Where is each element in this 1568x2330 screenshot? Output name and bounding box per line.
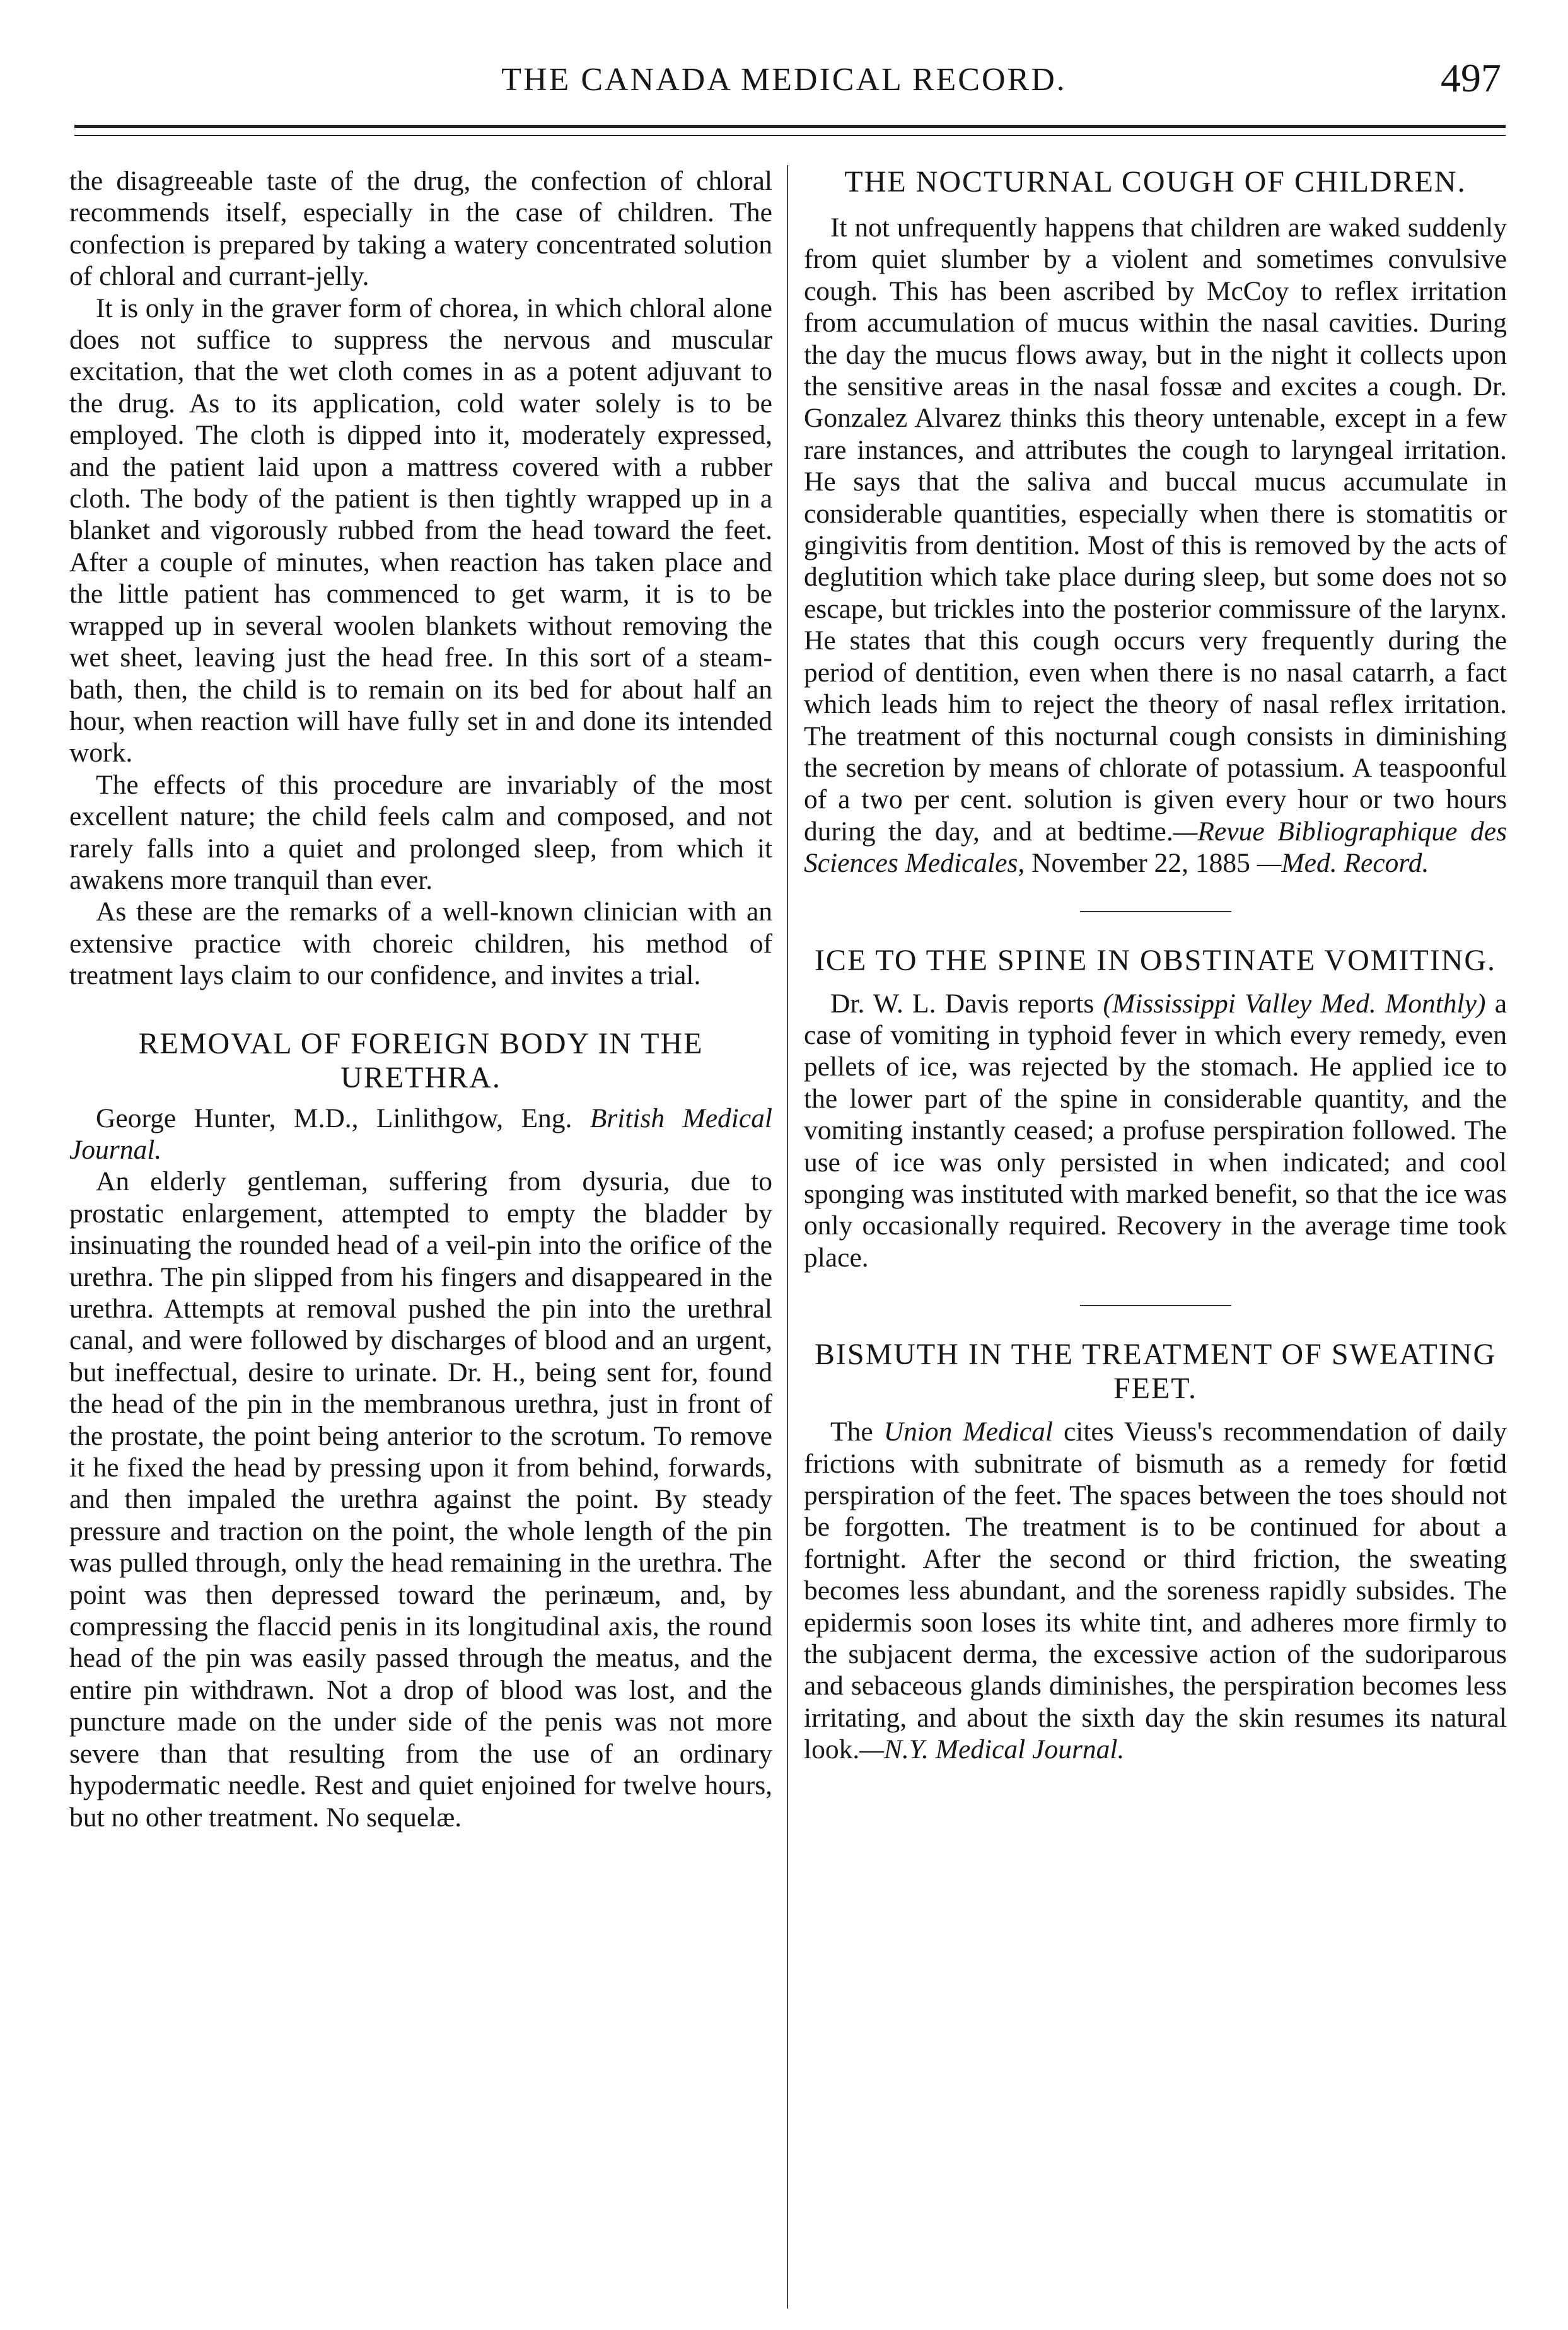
article-body — [804, 212, 1507, 879]
article-body: An elderly gentleman, suffering from dysuria, due to prostatic enlargement, attempted to empty the bladder by insinuating the rounded head of a veil-pin into the orifice of the urethra. The pin slipped from his fingers and disappeared in the urethra. Attempts at removal pushed the pin into the urethral canal, and were followed by discharges of blood and an urgent, but ineffectual, desire to urinate. Dr. H., being sent for, found the head of the pin in the membranous urethra, just in front of the prostate, the point being anterior to the scrotum. To remove it he fixed the head by pressing upon it from behind, forwards, and then impaled the urethra against the point. By steady pressure and traction on the point, the whole length of the pin was pulled through, only the head remaining in the urethra. The point was then depressed toward the perinæum, and, by compressing the flaccid penis in its longitudinal axis, the round head of the pin was easily passed through the meatus, and the entire pin withdrawn. Not a drop of blood was lost, and the puncture made on the under side of the penis was not more severe than that resulting from the use of an ordinary hypodermatic needle. Rest and quiet enjoined for twelve hours, but no other treatment. No sequelæ. — [69, 1166, 772, 1833]
citation-reprint: —Med. Record. — [1257, 848, 1429, 879]
article-title-foreign-body: REMOVAL OF FOREIGN BODY IN THE URETHRA. — [138, 1026, 704, 1094]
lead-text: Dr. W. L. Davis reports — [830, 988, 1095, 1019]
body-text: a case of vomiting in typhoid fever in which every remedy, even pellets of ice, was rejected by the stomach. He applied ice to the lower part of the spine in considerable quantity, and the vomiting instantly ceased; a profuse perspiration followed. The use of ice was only persisted in when indicated; and cool sponging was instituted with marked benefit, so that the ice was only occasionally required. Recovery in the average time took place. — [804, 988, 1507, 1273]
paragraph: The effects of this procedure are invariably of the most excellent nature; the child feels calm and composed, and not rarely falls into a quiet and prolonged sleep, from which it awakens more tranquil than ever. — [69, 769, 772, 895]
byline-author: George Hunter, M.D., Linlithgow, Eng. — [96, 1103, 572, 1133]
journal-source: Union Medical — [883, 1417, 1053, 1447]
article-title-bismuth: BISMUTH IN THE TREATMENT OF SWEATING FEET. — [814, 1338, 1497, 1406]
paragraph: It is only in the graver form of chorea, in which chloral alone does not suffice to suppress the nervous and muscular excitation, that the wet cloth comes in as a potent adjuvant to the drug. As to its application, cold water solely is to be employed. The cloth is dipped into it, moderately expressed, and the patient laid upon a mattress covered with a rubber cloth. The body of the patient is then tightly wrapped up in a blanket and vigorously rubbed from the head toward the feet. After a couple of minutes, when reaction has taken place and the little patient has commenced to get warm, it is to be wrapped up in several woolen blankets without removing the wet sheet, leaving just the head free. In this sort of a steam-bath, then, the child is to remain on its bed for about half an hour, when reaction will have fully set in and done its intended work. — [69, 293, 772, 768]
running-title: THE CANADA MEDICAL RECORD. — [501, 62, 1067, 98]
article-body — [804, 988, 1507, 1274]
body-text: It not unfrequently happens that children are waked suddenly from quiet slumber by a violent and sometimes convulsive cough. This has been ascribed by McCoy to reflex irritation from accumulation of mucus within the nasal cavities. During the day the mucus flows away, but in the night it collects upon the sensitive areas in the nasal fossæ and excites a cough. Dr. Gonzalez Alvarez thinks this theory untenable, except in a few rare instances, and attributes the cough to laryngeal irritation. He says that the saliva and buccal mucus accumulate in considerable quantities, especially when there is stomatitis or gingivitis from dentition. Most of this is removed by the acts of deglutition which take place during sleep, but some does not so escape, but trickles into the posterior commissure of the larynx. He states that this cough occurs very frequently during the period of dentition, even when there is no nasal catarrh, a fact which leads him to reject the theory of nasal reflex irritation. The treatment of this nocturnal cough consists in diminishing the secretion by means of chlorate of potassium. A teaspoonful of a two per cent. solution is given every hour or two hours during the day, and at bedtime. — [804, 212, 1507, 847]
right-column — [804, 165, 1507, 1766]
page-number: 497 — [1441, 55, 1501, 100]
article-body — [804, 1416, 1507, 1765]
column-divider — [787, 165, 788, 2309]
article-byline — [69, 1103, 772, 1166]
body-text: cites Vieuss's recommendation of daily frictions with subnitrate of bismuth as a remedy for fœtid perspiration of the feet. The spaces between the toes should not be forgotten. The treatment is to be continued for about a fortnight. After the second or third friction, the sweating becomes less abundant, and the soreness rapidly subsides. The epidermis soon loses its white tint, and adheres more firmly to the subjacent derma, the excessive action of the sudoriparous and sebaceous glands diminishes, the perspiration becomes less irritating, and about the sixth day the skin resumes its natural look. — [804, 1417, 1507, 1765]
paragraph: As these are the remarks of a well-known clinician with an extensive practice with choreic children, his method of treatment lays claim to our confidence, and invites a trial. — [69, 896, 772, 991]
paragraph: the disagreeable taste of the drug, the confection of chloral recommends itself, especially in the case of children. The confection is prepared by taking a watery concentrated solution of chloral and currant-jelly. — [69, 166, 772, 292]
journal-source: (Mississippi Valley Med. Monthly) — [1103, 988, 1486, 1019]
article-title-ice-spine: ICE TO THE SPINE IN OBSTINATE VOMITING. — [814, 943, 1497, 977]
header-rule-thick — [74, 125, 1506, 128]
article-title-nocturnal-cough: THE NOCTURNAL COUGH OF CHILDREN. — [844, 165, 1466, 199]
citation-source: —Revue Bibliographique des Sciences Medicales, — [804, 816, 1507, 879]
header-rule-thin — [74, 135, 1506, 136]
citation-date: November 22, 1885 — [1031, 848, 1250, 879]
left-column — [69, 165, 772, 1833]
lead-text: The — [830, 1417, 873, 1447]
byline-journal: British Medical Journal. — [69, 1103, 772, 1165]
citation: —N.Y. Medical Journal. — [859, 1734, 1125, 1765]
running-head — [0, 55, 1568, 102]
